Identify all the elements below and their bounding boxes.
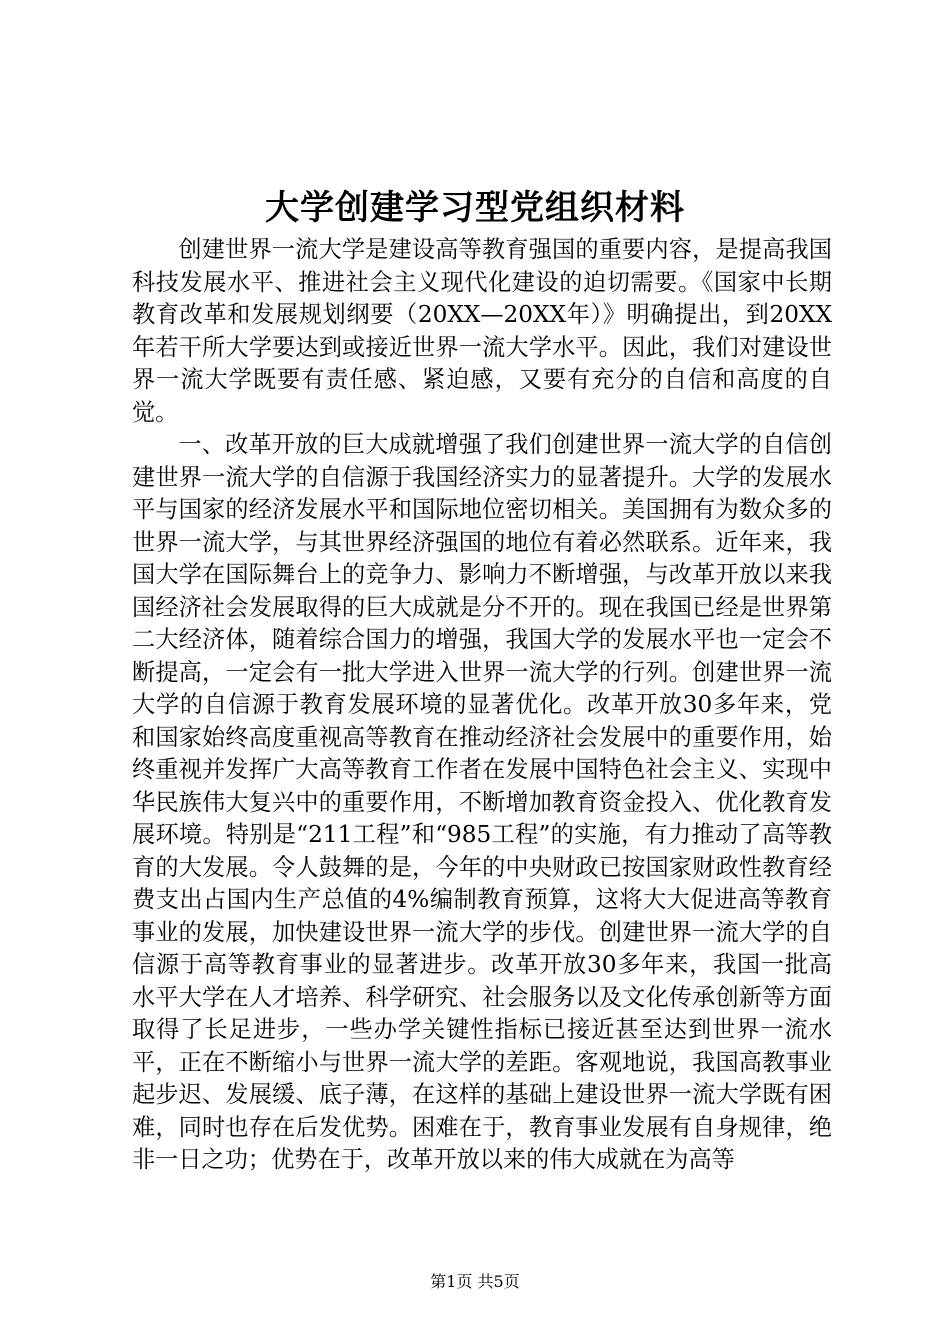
page-number-footer: 第1页 共5页 (430, 1272, 520, 1291)
paragraph-intro: 创建世界一流大学是建设高等教育强国的重要内容，是提高我国科技发展水平、推进社会主义现代化建设的迫切需要。《国家中长期教育改革和发展规划纲要（20XX—20XX年）》明确提出，到20XX年若干所大学要达到或接近世界一流大学水平。因此，我们对建设世界一流大学既要有责任感、紧迫感，又要有充分的自信和高度的自觉。 (132, 236, 832, 426)
document-title: 大学创建学习型党组织材料 (265, 188, 685, 228)
paragraph-section-one: 一、改革开放的巨大成就增强了我们创建世界一流大学的自信创建世界一流大学的自信源于我国经济实力的显著提升。大学的发展水平与国家的经济发展水平和国际地位密切相关。美国拥有为数众多的世界一流大学，与其世界经济强国的地位有着必然联系。近年来，我国大学在国际舞台上的竞争力、影响力不断增强，与改革开放以来我国经济社会发展取得的巨大成就是分不开的。现在我国已经是世界第二大经济体，随着综合国力的增强，我国大学的发展水平也一定会不断提高，一定会有一批大学进入世界一流大学的行列。创建世界一流大学的自信源于教育发展环境的显著优化。改革开放30多年来，党和国家始终高度重视高等教育在推动经济社会发展中的重要作用，始终重视并发挥广大高等教育工作者在发展中国特色社会主义、实现中华民族伟大复兴中的重要作用，不断增加教育资金投入、优化教育发展环境。特别是“211工程”和“985工程”的实施，有力推动了高等教育的大发展。令人鼓舞的是，今年的中央财政已按国家财政性教育经费支出占国内生产总值的4%编制教育预算，这将大大促进高等教育事业的发展，加快建设世界一流大学的步伐。创建世界一流大学的自信源于高等教育事业的显著进步。改革开放30多年来，我国一批高水平大学在人才培养、科学研究、社会服务以及文化传承创新等方面取得了长足进步，一些办学关键性指标已接近甚至达到世界一流水平，正在不断缩小与世界一流大学的差距。客观地说，我国高教事业起步迟、发展缓、底子薄，在这样的基础上建设世界一流大学既有困难，同时也存在后发优势。困难在于，教育事业发展有自身规律，绝非一日之功；优势在于，改革开放以来的伟大成就在为高等 (132, 431, 832, 1173)
document-body (132, 234, 832, 1177)
